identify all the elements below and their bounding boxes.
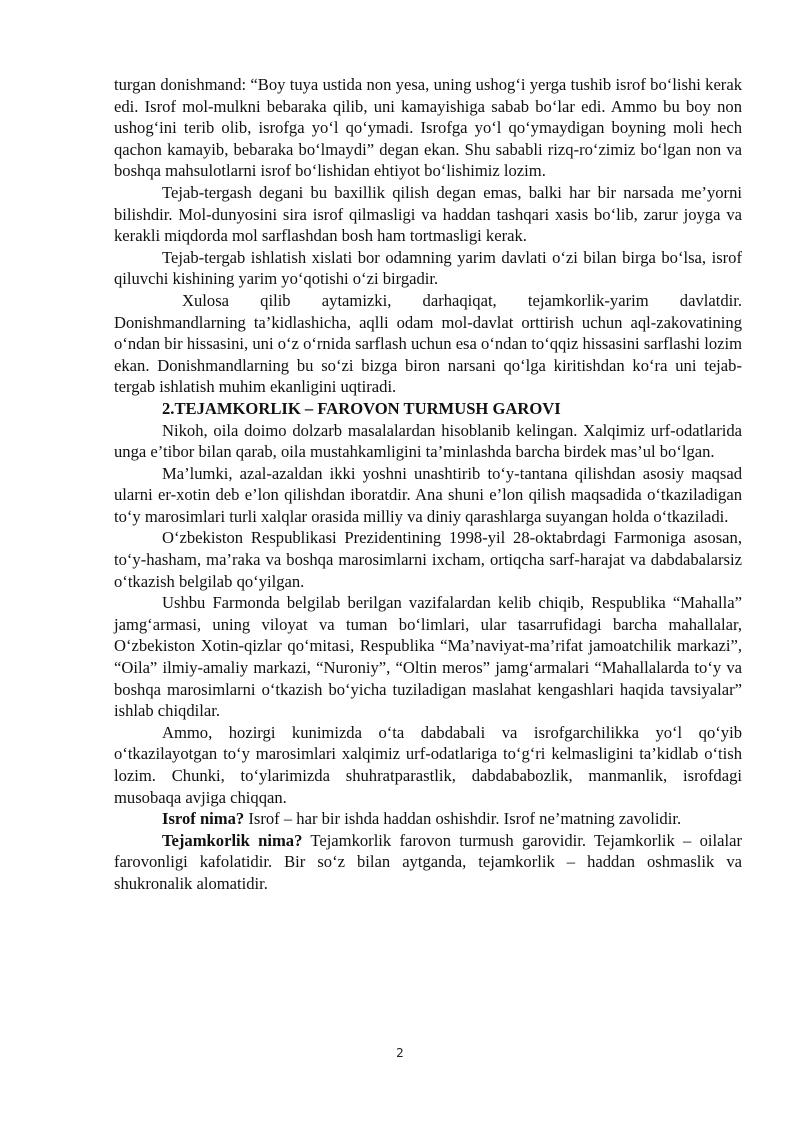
paragraph: turgan donishmand: “Boy tuya ustida non yesa, uning ushog‘i yerga tushib isrof bo‘lishi kerak edi. Isrof mol-mulkni bebaraka qilib, uni kamayishiga sabab bo‘lar edi. Ammo bu boy non ushog‘ini terib olib, isrofga yo‘l qo‘ymadi. Isrofga yo‘l qo‘ymaydigan boyning moli hech qachon kamayib, bebaraka bo‘lmaydi” degan ekan. Shu sababli rizq-ro‘zimiz bo‘lgan non va boshqa mahsulotlarni isrof bo‘lishidan ehtiyot bo‘lishimiz lozim. bbox=[114, 75, 742, 181]
page-number: 2 bbox=[396, 1046, 404, 1060]
question-paragraph-isrof bbox=[114, 808, 742, 830]
question-answer: Isrof – har bir ishda haddan oshishdir. Isrof ne’matning zavolidir. bbox=[244, 809, 682, 829]
question-lead: Isrof nima? bbox=[162, 809, 245, 829]
paragraph: O‘zbekiston Respublikasi Prezidentining 1998-yil 28-oktabrdagi Farmoniga asosan, to‘y-hasham, ma’raka va boshqa marosimlarni ixcham, ortiqcha sarf-harajat va dabdabalarsiz o‘tkazish belgilab qo‘yilgan. bbox=[114, 528, 742, 591]
question-paragraph-tejamkorlik bbox=[114, 830, 742, 895]
paragraph: Ammo, hozirgi kunimizda o‘ta dabdabali va isrofgarchilikka yo‘l qo‘yib o‘tkazilayotgan to‘y marosimlari xalqimiz urf-odatlariga to‘g‘ri kelmasligini ta’kidlab o‘tish lozim. Chunki, to‘ylarimizda shuhratparastlik, dabdababozlik, manmanlik, isrofdagi musobaqa avjiga chiqqan. bbox=[114, 722, 742, 807]
paragraph: Ma’lumki, azal-azaldan ikki yoshni unashtirib to‘y-tantana qilishdan asosiy maqsad ularni er-xotin deb e’lon qilishdan iboratdir. Ana shuni e’lon qilish maqsadida o‘tkaziladigan to‘y marosimlari turli xalqlar orasida milliy va diniy qarashlarga suyangan holda o‘tkaziladi. bbox=[114, 463, 742, 526]
paragraph: Ushbu Farmonda belgilab berilgan vazifalardan kelib chiqib, Respublika “Mahalla” jamg‘armasi, uning viloyat va tuman bo‘limlari, ular tasarrufidagi barcha mahallalar, O‘zbekiston Xotin-qizlar qo‘mitasi, Respublika “Ma’naviyat-ma’rifat jamoatchilik markazi”, “Oila” ilmiy-amaliy markazi, “Nuroniy”, “Oltin meros” jamg‘armalari “Mahallalarda to‘y va boshqa marosimlarni o‘tkazish bo‘yicha tuziladigan maslahat kengashlari haqida tavsiyalar” ishlab chiqdilar. bbox=[114, 593, 742, 721]
paragraph: Tejab-tergash degani bu baxillik qilish degan emas, balki har bir narsada me’yorni bilishdir. Mol-dunyosini sira isrof qilmasligi va haddan tashqari xasis bo‘lib, zarur joyga va kerakli miqdorda mol sarflashdan bosh ham tortmasligi kerak. bbox=[114, 182, 742, 246]
paragraph: Xulosa qilib aytamizki, darhaqiqat, tejamkorlik-yarim davlatdir. Donishmandlarning ta’kidlashicha, aqlli odam mol-davlat orttirish uchun aql-zakovatining o‘ndan bir hissasini, uni o‘z o‘rnida sarflash uchun esa o‘ndan to‘qqiz hissasini sarflashi lozim ekan. Donishmandlarning bu so‘zi bizga biron narsani qo‘lga kiritishdan ko‘ra uni tejab-tergab ishlatish muhim ekanligini uqtiradi. bbox=[114, 290, 742, 397]
paragraph: Nikoh, oila doimo dolzarb masalalardan hisoblanib kelingan. Xalqimiz urf-odatlarida unga e’tibor bilan qarab, oila mustahkamligini ta’minlashda barcha birdek mas’ul bo‘lgan. bbox=[114, 420, 742, 462]
paragraph: Tejab-tergab ishlatish xislati bor odamning yarim davlati o‘zi bilan birga bo‘lsa, isrof qiluvchi kishining yarim yo‘qotishi o‘zi birgadir. bbox=[114, 247, 742, 289]
question-lead: Tejamkorlik nima? bbox=[162, 830, 303, 850]
document-body bbox=[114, 74, 742, 895]
section-heading: 2.TEJAMKORLIK – FAROVON TURMUSH GAROVI bbox=[162, 398, 561, 418]
question-answer: Tejamkorlik farovon turmush garovidir. Tejamkorlik – oilalar farovonligi kafolatidir. Bir so‘z bilan aytganda, tejamkorlik – haddan oshmaslik va shukronalik alomatidir. bbox=[114, 830, 742, 893]
